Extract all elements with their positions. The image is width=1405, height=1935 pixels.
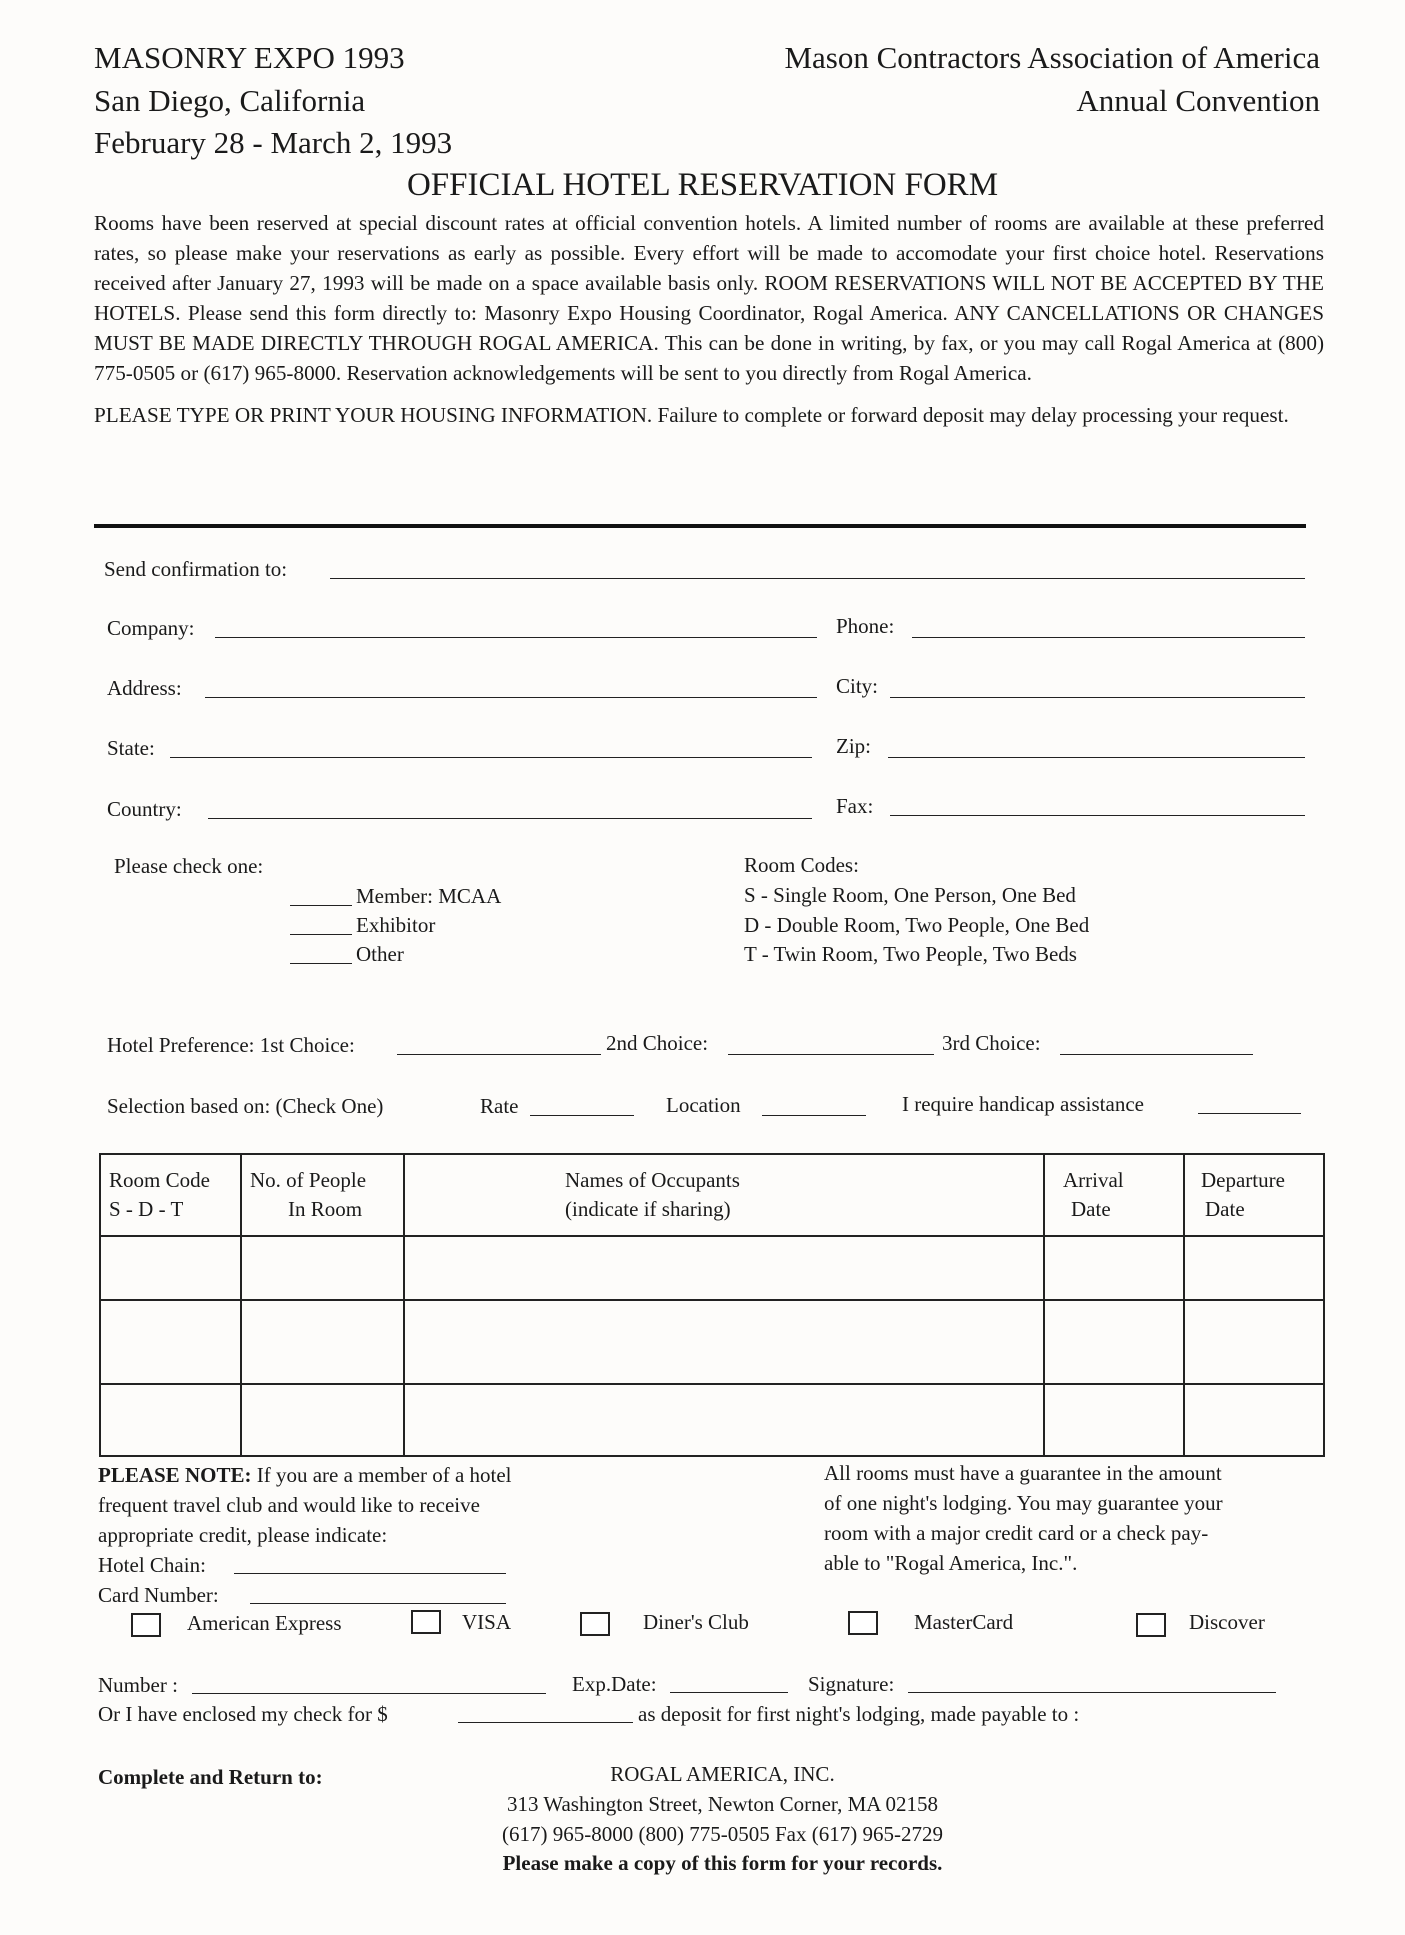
diners-club-label: Diner's Club xyxy=(643,1610,749,1634)
check-amount-field[interactable] xyxy=(458,1722,633,1723)
people-cell[interactable] xyxy=(241,1300,404,1384)
return-company: ROGAL AMERICA, INC. xyxy=(610,1762,835,1786)
occupants-header-line2: (indicate if sharing) xyxy=(565,1197,731,1221)
phone-field[interactable] xyxy=(912,637,1305,638)
please-note-label: PLEASE NOTE: xyxy=(98,1463,252,1487)
guarantee-line2: of one night's lodging. You may guarantee your xyxy=(824,1491,1223,1515)
arrival-header-line2: Date xyxy=(1071,1197,1111,1221)
check-one-label: Please check one: xyxy=(114,854,264,878)
selection-based-label: Selection based on: (Check One) xyxy=(107,1094,384,1118)
signature-label: Signature: xyxy=(808,1672,895,1696)
send-confirmation-label: Send confirmation to: xyxy=(104,557,288,581)
hotel-chain-field[interactable] xyxy=(234,1573,506,1574)
location-checkline[interactable] xyxy=(762,1115,866,1116)
check-enclosed-label: Or I have enclosed my check for $ xyxy=(98,1702,388,1726)
first-choice-field[interactable] xyxy=(397,1054,601,1055)
room-code-header-line1: Room Code xyxy=(109,1168,210,1192)
signature-field[interactable] xyxy=(908,1692,1276,1693)
state-label: State: xyxy=(107,736,155,760)
address-field[interactable] xyxy=(205,697,817,698)
exp-date-field[interactable] xyxy=(670,1692,788,1693)
departure-header xyxy=(1184,1154,1324,1236)
card-number-field[interactable] xyxy=(250,1603,506,1604)
room-code-cell[interactable] xyxy=(100,1300,241,1384)
city-label: City: xyxy=(836,674,879,698)
departure-header-line2: Date xyxy=(1205,1197,1245,1221)
rate-label: Rate xyxy=(480,1094,519,1118)
zip-field[interactable] xyxy=(888,757,1305,758)
form-title: OFFICIAL HOTEL RESERVATION FORM xyxy=(406,167,999,203)
location-label: Location xyxy=(666,1093,741,1117)
city-field[interactable] xyxy=(890,697,1305,698)
third-choice-field[interactable] xyxy=(1060,1054,1253,1055)
exp-date-label: Exp.Date: xyxy=(572,1672,657,1696)
card-number-label: Card Number: xyxy=(98,1583,219,1607)
state-field[interactable] xyxy=(170,757,812,758)
third-choice-label: 3rd Choice: xyxy=(942,1031,1041,1055)
please-note-line1 xyxy=(98,1460,512,1490)
exhibitor-label: Exhibitor xyxy=(356,913,436,937)
table-header-row xyxy=(100,1154,1324,1236)
association-name: Mason Contractors Association of America xyxy=(784,40,1320,75)
second-choice-label: 2nd Choice: xyxy=(606,1031,709,1055)
room-codes-title: Room Codes: xyxy=(744,853,859,877)
arrival-header xyxy=(1044,1154,1184,1236)
other-checkline[interactable] xyxy=(290,963,352,964)
handicap-checkline[interactable] xyxy=(1198,1113,1301,1114)
occupants-cell[interactable] xyxy=(404,1300,1044,1384)
table-row xyxy=(100,1384,1324,1456)
section-divider xyxy=(94,524,1306,528)
second-choice-field[interactable] xyxy=(728,1054,934,1055)
hotel-chain-label: Hotel Chain: xyxy=(98,1553,206,1577)
diners-club-checkbox[interactable] xyxy=(580,1612,610,1636)
room-code-header xyxy=(100,1154,241,1236)
handicap-label: I require handicap assistance xyxy=(902,1092,1144,1116)
zip-label: Zip: xyxy=(836,734,871,758)
people-header-line2: In Room xyxy=(288,1197,363,1221)
company-label: Company: xyxy=(107,616,195,640)
expo-location: San Diego, California xyxy=(94,83,366,118)
people-cell[interactable] xyxy=(241,1384,404,1456)
occupants-cell[interactable] xyxy=(404,1236,1044,1300)
occupants-header-line1: Names of Occupants xyxy=(565,1168,740,1192)
country-label: Country: xyxy=(107,797,182,821)
departure-header-line1: Departure xyxy=(1201,1168,1285,1192)
mastercard-label: MasterCard xyxy=(914,1610,1014,1634)
room-code-cell[interactable] xyxy=(100,1384,241,1456)
copy-note: Please make a copy of this form for your records. xyxy=(502,1851,943,1875)
occupants-cell[interactable] xyxy=(404,1384,1044,1456)
return-address: 313 Washington Street, Newton Corner, MA 02158 xyxy=(506,1792,939,1816)
occupants-table xyxy=(99,1153,1325,1457)
intro-paragraph: Rooms have been reserved at special discount rates at official convention hotels. A limited number of rooms are available at these preferred rates, so please make your reservations as early as possible. Every effort will be made to accomodate your first choice hotel. Reservations received after January 27, 1993 will be made on a space available basis only. ROOM RESERVATIONS WILL NOT BE ACCEPTED BY THE HOTELS. Please send this form directly to: Masonry Expo Housing Coordinator, Rogal America. ANY CANCELLATIONS OR CHANGES MUST BE MADE DIRECTLY THROUGH ROGAL AMERICA. This can be done in writing, by fax, or you may call Rogal America at (800) 775-0505 or (617) 965-8000. Reservation acknowledgements will be sent to you directly from Rogal America. xyxy=(94,211,1324,385)
visa-checkbox[interactable] xyxy=(411,1610,441,1634)
table-row xyxy=(100,1300,1324,1384)
fax-label: Fax: xyxy=(836,794,874,818)
member-mcaa-checkline[interactable] xyxy=(290,905,352,906)
expo-dates: February 28 - March 2, 1993 xyxy=(94,125,453,160)
address-label: Address: xyxy=(107,676,182,700)
room-code-twin: T - Twin Room, Two People, Two Beds xyxy=(744,942,1077,966)
arrival-cell[interactable] xyxy=(1044,1236,1184,1300)
mastercard-checkbox[interactable] xyxy=(848,1611,878,1635)
expo-title: MASONRY EXPO 1993 xyxy=(94,40,405,75)
intro-text xyxy=(94,208,1324,430)
departure-cell[interactable] xyxy=(1184,1300,1324,1384)
discover-checkbox[interactable] xyxy=(1136,1613,1166,1637)
people-cell[interactable] xyxy=(241,1236,404,1300)
exhibitor-checkline[interactable] xyxy=(290,934,352,935)
country-field[interactable] xyxy=(208,818,812,819)
room-code-single: S - Single Room, One Person, One Bed xyxy=(744,883,1076,907)
other-label: Other xyxy=(356,942,404,966)
rate-checkline[interactable] xyxy=(530,1115,634,1116)
arrival-cell[interactable] xyxy=(1044,1384,1184,1456)
guarantee-line1: All rooms must have a guarantee in the amount xyxy=(824,1461,1222,1485)
departure-cell[interactable] xyxy=(1184,1384,1324,1456)
please-note-line3: appropriate credit, please indicate: xyxy=(98,1523,388,1547)
discover-label: Discover xyxy=(1189,1610,1265,1634)
arrival-cell[interactable] xyxy=(1044,1300,1184,1384)
visa-label: VISA xyxy=(462,1610,512,1634)
card-number-payment-label: Number : xyxy=(98,1673,178,1697)
deposit-text: as deposit for first night's lodging, made payable to : xyxy=(638,1702,1080,1726)
guarantee-line3: room with a major credit card or a check pay- xyxy=(824,1521,1209,1545)
arrival-header-line1: Arrival xyxy=(1063,1168,1124,1192)
convention-name: Annual Convention xyxy=(1076,83,1320,118)
member-mcaa-label: Member: MCAA xyxy=(356,884,502,908)
phone-label: Phone: xyxy=(836,614,895,638)
instructions-paragraph: PLEASE TYPE OR PRINT YOUR HOUSING INFORMATION. Failure to complete or forward deposit may delay processing your request. xyxy=(94,403,1289,427)
company-field[interactable] xyxy=(215,637,817,638)
departure-cell[interactable] xyxy=(1184,1236,1324,1300)
room-code-header-line2: S - D - T xyxy=(109,1197,184,1221)
send-confirmation-field[interactable] xyxy=(330,578,1305,579)
please-note-line2: frequent travel club and would like to receive xyxy=(98,1493,480,1517)
occupants-header xyxy=(404,1154,1044,1236)
fax-field[interactable] xyxy=(890,815,1305,816)
guarantee-line4: able to "Rogal America, Inc.". xyxy=(824,1551,1078,1575)
people-header xyxy=(241,1154,404,1236)
amex-label: American Express xyxy=(187,1611,342,1635)
room-code-cell[interactable] xyxy=(100,1236,241,1300)
table-row xyxy=(100,1236,1324,1300)
return-phones: (617) 965-8000 (800) 775-0505 Fax (617) 965-2729 xyxy=(502,1822,943,1846)
amex-checkbox[interactable] xyxy=(131,1613,161,1637)
card-number-payment-field[interactable] xyxy=(192,1693,546,1694)
return-to-label: Complete and Return to: xyxy=(98,1765,323,1789)
people-header-line1: No. of People xyxy=(250,1168,367,1192)
please-note-text: If you are a member of a hotel xyxy=(251,1463,512,1487)
room-code-double: D - Double Room, Two People, One Bed xyxy=(744,913,1090,937)
first-choice-label: Hotel Preference: 1st Choice: xyxy=(107,1033,355,1057)
